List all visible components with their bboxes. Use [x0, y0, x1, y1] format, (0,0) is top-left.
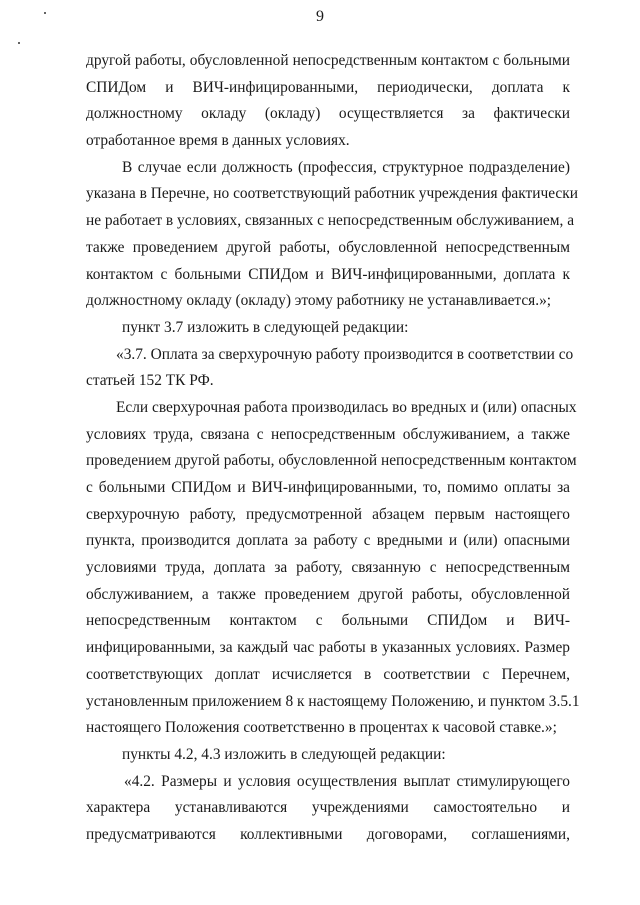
text-line: инфицированными, за каждый час работы в указанных условиях. Размер [86, 639, 570, 657]
text-line: непосредственным контактом с больными СПИДом и ВИЧ- [86, 612, 570, 630]
text-line: статьей 152 ТК РФ. [86, 372, 214, 390]
text-line: не работает в условиях, связанных с непосредственным обслуживанием, а [86, 212, 575, 230]
text-line: пункты 4.2, 4.3 изложить в следующей редакции: [122, 745, 446, 763]
text-line: с больными СПИДом и ВИЧ-инфицированными, то, помимо оплаты за [86, 479, 570, 496]
text-line: настоящего Положения соответственно в процентах к часовой ставке.»; [86, 719, 557, 737]
text-line: условиях труда, связана с непосредственным обслуживанием, а также [86, 425, 570, 443]
text-line: предусматриваются коллективными договорами, соглашениями, [86, 825, 570, 843]
text-line: установленным приложением 8 к настоящему Положению, и пунктом 3.5.1 [86, 692, 580, 710]
text-line: характера устанавливаются учреждениями самостоятельно и [86, 799, 570, 817]
text-line: сверхурочную работу, предусмотренной абзацем первым настоящего [86, 505, 570, 523]
text-line: «4.2. Размеры и условия осуществления выплат стимулирующего [124, 772, 570, 790]
text-line: условиями труда, доплата за работу, связанную с непосредственным [86, 559, 570, 577]
text-line: контактом с больными СПИДом и ВИЧ-инфицированными, доплата к [86, 265, 570, 283]
text-line: проведением другой работы, обусловленной непосредственным контактом [86, 452, 577, 470]
text-line: СПИДом и ВИЧ-инфицированными, периодически, доплата к [86, 78, 570, 96]
text-line: В случае если должность (профессия, структурное подразделение) [122, 158, 570, 176]
text-line: соответствующих доплат исчисляется в соответствии с Перечнем, [86, 665, 570, 683]
text-line: другой работы, обусловленной непосредственным контактом с больными [86, 52, 570, 69]
text-line: обслуживанием, а также проведением другой работы, обусловленной [86, 585, 570, 603]
page-number: 9 [316, 8, 324, 25]
text-line: должностному окладу (окладу) осуществляется за фактически [86, 105, 570, 123]
text-line: пункта, производится доплата за работу с вредными и (или) опасными [86, 532, 570, 550]
scan-speck [44, 12, 46, 14]
document-body [86, 48, 580, 849]
text-line: Если сверхурочная работа производилась во вредных и (или) опасных [116, 398, 577, 416]
text-line: также проведением другой работы, обусловленной непосредственным [86, 238, 570, 256]
scan-speck [18, 42, 20, 44]
text-line: пункт 3.7 изложить в следующей редакции: [122, 318, 409, 336]
text-line: «3.7. Оплата за сверхурочную работу производится в соответствии со [116, 345, 574, 363]
text-line: должностному окладу (окладу) этому работнику не устанавливается.»; [86, 292, 552, 310]
text-line: указана в Перечне, но соответствующий работник учреждения фактически [86, 185, 578, 203]
text-line: отработанное время в данных условиях. [86, 132, 350, 150]
